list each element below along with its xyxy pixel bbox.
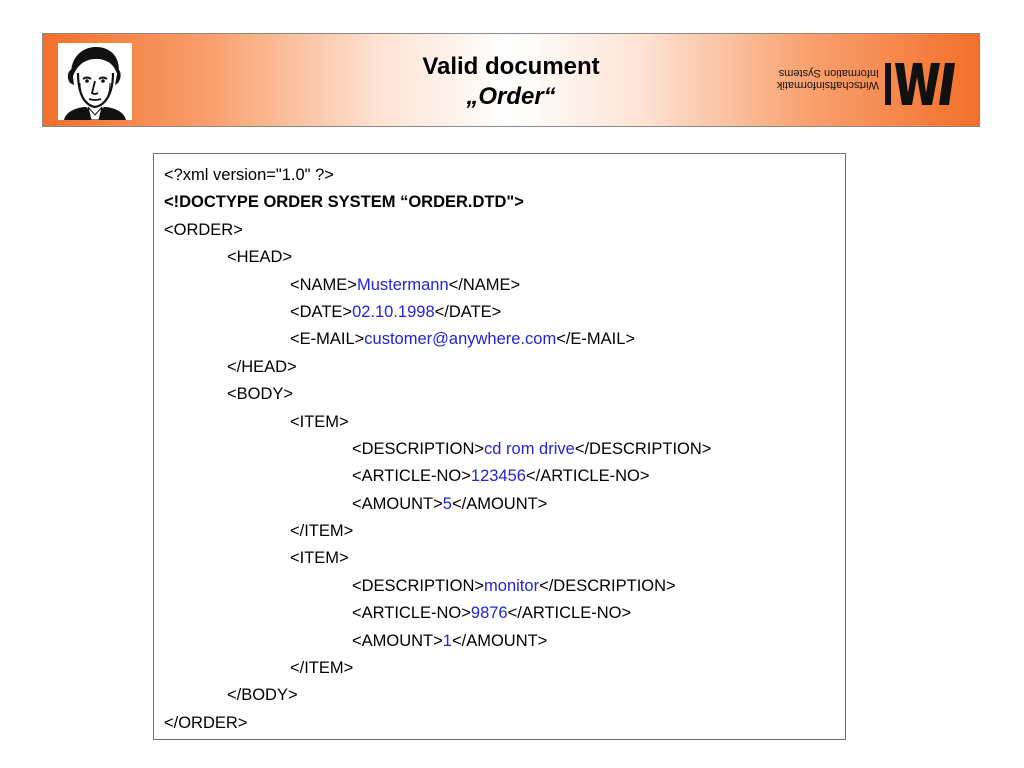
code-line: [154, 326, 845, 353]
title-line-1: Valid document: [422, 53, 600, 80]
xml-tag-close: </DATE>: [434, 302, 502, 321]
code-line: [154, 272, 845, 299]
xml-element-value: 1: [442, 631, 452, 650]
xml-tag-open: <AMOUNT>: [352, 631, 443, 650]
code-line: [154, 710, 845, 737]
xml-tag-open: </ITEM>: [290, 659, 354, 678]
xml-element-value: customer@anywhere.com: [364, 330, 557, 349]
xml-tag-close: </ARTICLE-NO>: [525, 467, 650, 486]
xml-tag-open: <NAME>: [290, 275, 357, 294]
xml-tag-open: <ARTICLE-NO>: [352, 604, 471, 623]
xml-tag-open: <DESCRIPTION>: [352, 576, 485, 595]
code-line: [154, 217, 845, 244]
logo-text-line-2: Information Systems: [778, 67, 879, 79]
xml-tag-close: </NAME>: [448, 275, 521, 294]
xml-tag-open: <ARTICLE-NO>: [352, 467, 471, 486]
xml-tag-open: <!DOCTYPE ORDER SYSTEM “ORDER.DTD">: [164, 193, 524, 212]
xml-tag-open: <ORDER>: [164, 220, 243, 239]
code-line: [154, 518, 845, 545]
code-line: [154, 463, 845, 490]
xml-tag-open: <ITEM>: [290, 549, 349, 568]
xml-tag-close: </AMOUNT>: [451, 494, 548, 513]
slide-header: [42, 33, 980, 127]
xml-tag-open: <DATE>: [290, 302, 353, 321]
xml-element-value: 02.10.1998: [352, 302, 435, 321]
xml-element-value: 9876: [470, 604, 508, 623]
xml-tag-open: </ORDER>: [164, 713, 248, 732]
xml-tag-open: <ITEM>: [290, 412, 349, 431]
code-line: [154, 299, 845, 326]
code-line: [154, 545, 845, 572]
xml-tag-open: <?xml version="1.0" ?>: [164, 166, 334, 184]
xml-element-value: 5: [442, 494, 452, 513]
xml-tag-close: </DESCRIPTION>: [574, 439, 712, 458]
code-line: [154, 354, 845, 381]
code-line: [154, 381, 845, 408]
title-line-2: „Order“: [466, 83, 556, 110]
code-line: [154, 189, 845, 216]
code-line: [154, 655, 845, 682]
iwi-logo: [767, 63, 959, 107]
code-line: [154, 600, 845, 627]
code-line: [154, 244, 845, 271]
code-line: [154, 682, 845, 709]
code-line: [154, 491, 845, 518]
xml-tag-open: <E-MAIL>: [290, 330, 365, 349]
code-line: [154, 162, 845, 189]
xml-element-value: cd rom drive: [484, 439, 575, 458]
xml-tag-open: <BODY>: [227, 385, 294, 404]
xml-tag-close: </ARTICLE-NO>: [507, 604, 632, 623]
xml-tag-close: </DESCRIPTION>: [539, 576, 676, 595]
xml-tag-open: </ITEM>: [290, 522, 354, 541]
xml-tag-close: </AMOUNT>: [451, 631, 548, 650]
code-line: [154, 573, 845, 600]
xml-tag-open: <DESCRIPTION>: [352, 439, 485, 458]
xml-element-value: Mustermann: [356, 275, 449, 294]
xml-code-box: [153, 153, 846, 740]
xml-tag-open: </BODY>: [227, 686, 298, 705]
xml-element-value: monitor: [484, 576, 540, 595]
code-line: [154, 436, 845, 463]
xml-tag-open: <HEAD>: [227, 248, 293, 267]
xml-element-value: 123456: [470, 467, 526, 486]
code-line: [154, 628, 845, 655]
xml-tag-close: </E-MAIL>: [556, 330, 636, 349]
xml-tag-open: <AMOUNT>: [352, 494, 443, 513]
logo-text: [767, 67, 879, 91]
code-line: [154, 409, 845, 436]
iwi-logo-mark-icon: [885, 63, 959, 105]
xml-tag-open: </HEAD>: [227, 357, 297, 376]
logo-text-line-1: Wirtschaftsinformatik: [776, 79, 879, 91]
